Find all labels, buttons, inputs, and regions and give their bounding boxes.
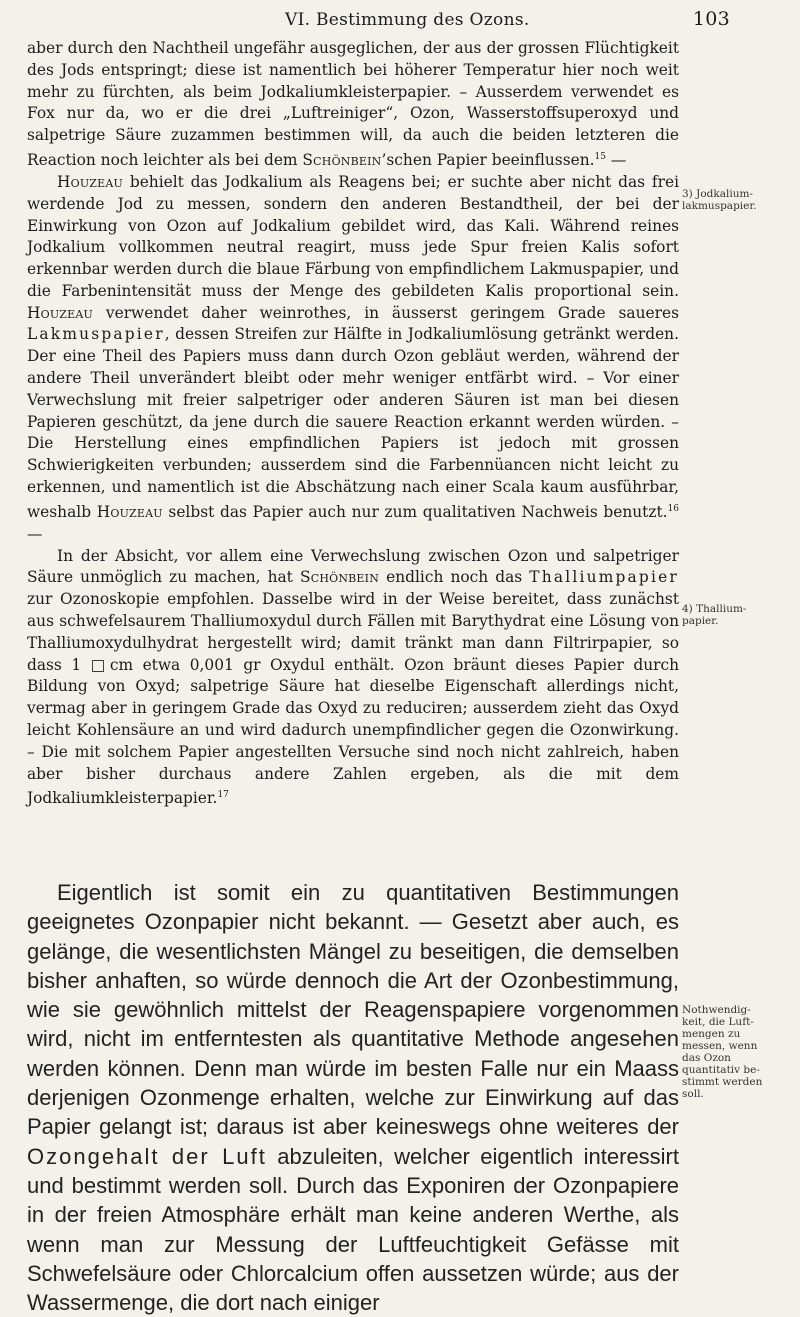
- margin-note-nothwendigkeit: Nothwendig- keit, die Luft- mengen zu messen, wenn das Ozon quantitativ be- stimmt werden soll.: [682, 1004, 763, 1100]
- margin-note-jodkalium: 3) Jodkalium- lakmuspapier.: [682, 188, 757, 212]
- paragraph-1: aber durch den Nachtheil ungefähr ausgeglichen, der aus der grossen Flüchtigkeit des Jods entspringt; diese ist namentlich bei höherer Temperatur hier noch weit mehr zu fürchten, als beim Jodkaliumkleisterpapier. – Ausserdem verwendet es Fox nur da, wo er die drei „Luftreiniger“, Ozon, Wasserstoffsuperoxyd und salpetrige Säure zuzammen bestimmen will, da auch die beiden letzteren die Reaction noch leichter als bei dem Schönbein’schen Papier beeinflussen.$^{15}$ —: [27, 39, 679, 170]
- author-name: Houzeau: [96, 502, 163, 521]
- large-print-text: [27, 878, 679, 1317]
- spaced-term: Ozongehalt der Luft: [27, 1143, 267, 1169]
- author-name: Houzeau: [27, 303, 93, 322]
- body-text: [27, 38, 679, 810]
- spaced-term: Thalliumpapier: [529, 568, 679, 587]
- paragraph-2: Houzeau behielt das Jodkalium als Reagens bei; er suchte aber nicht das frei werdende Jod zu messen, sondern den anderen Bestandtheil, der bei der Einwirkung von Ozon auf Jodkalium gebildet wird, das Kali. Während reines Jodkalium vollkommen neutral reagirt, muss jede Spur freien Kalis sofort erkennbar werden durch die blaue Färbung von empfindlichem Lakmuspapier, und die Farbenintensität muss der Menge des gebildeten Kalis proportional sein. Houzeau verwendet daher weinrothes, in äusserst geringem Grade saueres Lakmuspapier, dessen Streifen zur Hälfte in Jodkaliumlösung getränkt werden. Der eine Theil des Papiers muss dann durch Ozon gebläut werden, während der andere Theil unverändert bleibt oder mehr weniger entfärbt wird. – Vor einer Verwechslung mit freier salpetriger oder anderen Säuren ist man bei diesen Papieren geschützt, da jene durch die sauere Reaction erkannt werden würden. – Die Herstellung eines empfindlichen Papiers ist jedoch mit grossen Schwierigkeiten verbunden; ausserdem sind die Farbennüancen nicht leicht zu erkennen, und namentlich ist die Abschätzung nach einer Scala kaum ausführbar, weshalb Houzeau selbst das Papier auch nur zum qualitativen Nachweis benutzt.$^{16}$ —: [27, 172, 680, 543]
- spaced-term: Lakmuspapier: [27, 325, 165, 344]
- paragraph-3: In der Absicht, vor allem eine Verwechslung zwischen Ozon und salpetriger Säure unmöglich zu machen, hat Schönbein endlich noch das Thalliumpapier zur Ozonoskopie empfohlen. Dasselbe wird in der Weise bereitet, dass zunächst aus schwefelsaurem Thalliumoxydul durch Fällen mit Barythydrat eine Lösung von Thalliumoxydulhydrat hergestellt wird; damit tränkt man dann Filtrirpapier, so dass 1 □cm etwa 0,001 gr Oxydul enthält. Ozon bräunt dieses Papier durch Bildung von Oxyd; salpetrige Säure hat dieselbe Eigenschaft allerdings nicht, vermag aber in geringem Grade das Oxyd zu reduciren; ausserdem zieht das Oxyd leicht Kohlensäure an und wird dadurch unempfindlicher gegen die Ozonwirkung. – Die mit solchem Papier angestellten Versuche sind noch nicht zahlreich, haben aber bisher durchaus andere Zahlen ergeben, als die mit dem Jodkaliumkleisterpapier.$^{17}$: [27, 546, 679, 808]
- author-name: Schönbein: [302, 151, 382, 170]
- paragraph-4: Eigentlich ist somit ein zu quantitativen Bestimmungen geeignetes Ozonpapier nicht bekannt. — Gesetzt aber auch, es gelänge, die wesentlichsten Mängel zu beseitigen, die demselben bisher anhaften, so würde dennoch die Art der Ozonbestimmung, wie sie gewöhnlich mittelst der Reagenspapiere vorgenommen wird, nicht im entferntesten als quantitative Methode angesehen werden können. Denn man würde im besten Falle nur ein Maass derjenigen Ozonmenge erhalten, welche zur Einwirkung auf das Papier gelangt ist; daraus ist aber keineswegs ohne weiteres der Ozongehalt der Luft abzuleiten, welcher eigentlich interessirt und bestimmt werden soll. Durch das Exponiren der Ozonpapiere in der freien Atmosphäre erhält man keine anderen Werthe, als wenn man zur Messung der Luftfeuchtigkeit Gefässe mit Schwefelsäure oder Chlorcalcium offen aussetzen würde; aus der Wassermenge, die dort nach einiger: [27, 880, 680, 1316]
- author-name: Schönbein: [299, 568, 380, 587]
- chapter-title: VI. Bestimmung des Ozons.: [285, 10, 530, 30]
- running-header: [285, 6, 730, 34]
- footnote-ref: 16: [667, 503, 680, 514]
- author-name: Houzeau: [57, 172, 123, 191]
- footnote-ref: 17: [217, 790, 229, 801]
- footnote-ref: 15: [594, 151, 606, 162]
- page-number: 103: [692, 8, 730, 30]
- margin-note-thallium: 4) Thallium- papier.: [682, 603, 747, 627]
